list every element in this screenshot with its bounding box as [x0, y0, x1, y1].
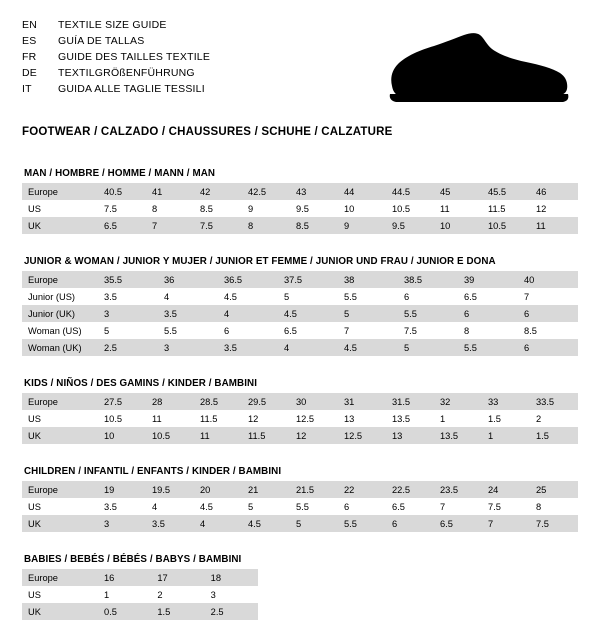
cell: 1.5 — [530, 427, 578, 444]
cell-empty — [525, 586, 578, 603]
cell: 5.5 — [398, 305, 458, 322]
cell: 45.5 — [482, 183, 530, 200]
cell: 7.5 — [98, 200, 146, 217]
cell-empty — [311, 569, 364, 586]
cell: 25 — [530, 481, 578, 498]
language-list — [22, 18, 210, 97]
cell: 42 — [194, 183, 242, 200]
cell: 11 — [434, 200, 482, 217]
cell: 4.5 — [194, 498, 242, 515]
table-row — [22, 271, 578, 288]
row-label: US — [22, 410, 98, 427]
cell: 6.5 — [278, 322, 338, 339]
row-label: Europe — [22, 183, 98, 200]
row-label: Junior (UK) — [22, 305, 98, 322]
cell: 27.5 — [98, 393, 146, 410]
group-junior-woman — [22, 256, 578, 356]
language-row — [22, 82, 210, 97]
cell-empty — [258, 603, 311, 620]
cell: 8 — [530, 498, 578, 515]
language-row — [22, 66, 210, 81]
cell: 6 — [338, 498, 386, 515]
cell: 1 — [482, 427, 530, 444]
cell-empty — [311, 603, 364, 620]
cell: 7.5 — [194, 217, 242, 234]
cell: 20 — [194, 481, 242, 498]
language-title: TEXTILE SIZE GUIDE — [58, 19, 167, 31]
row-label: UK — [22, 427, 98, 444]
cell: 28 — [146, 393, 194, 410]
page-header — [22, 18, 578, 108]
row-label: Europe — [22, 481, 98, 498]
cell-empty — [418, 603, 471, 620]
language-code: EN — [22, 19, 37, 31]
group-title: JUNIOR & WOMAN / JUNIOR Y MUJER / JUNIOR ET FEMME / JUNIOR UND FRAU / JUNIOR E DONA — [24, 256, 496, 267]
cell: 5 — [290, 515, 338, 532]
cell: 4 — [278, 339, 338, 356]
cell: 5.5 — [290, 498, 338, 515]
cell: 6 — [386, 515, 434, 532]
language-title: GUÍA DE TALLAS — [58, 35, 145, 47]
cell-empty — [311, 586, 364, 603]
row-label: US — [22, 200, 98, 217]
size-table-babies — [22, 569, 578, 620]
cell: 6 — [458, 305, 518, 322]
cell: 3 — [158, 339, 218, 356]
cell: 4.5 — [242, 515, 290, 532]
cell: 4 — [194, 515, 242, 532]
row-label: Woman (US) — [22, 322, 98, 339]
size-table-children — [22, 481, 578, 532]
cell: 22 — [338, 481, 386, 498]
cell: 44 — [338, 183, 386, 200]
cell: 2.5 — [205, 603, 258, 620]
cell: 33 — [482, 393, 530, 410]
table-row — [22, 393, 578, 410]
cell: 10.5 — [482, 217, 530, 234]
cell: 8 — [458, 322, 518, 339]
cell: 8.5 — [290, 217, 338, 234]
cell: 6 — [518, 305, 578, 322]
cell: 19.5 — [146, 481, 194, 498]
row-label: US — [22, 586, 98, 603]
group-title: BABIES / BEBÉS / BÉBÉS / BABYS / BAMBINI — [24, 554, 242, 565]
row-label: US — [22, 498, 98, 515]
cell: 38.5 — [398, 271, 458, 288]
cell-empty — [365, 603, 418, 620]
language-row — [22, 34, 210, 49]
cell-empty — [471, 586, 524, 603]
cell: 13.5 — [434, 427, 482, 444]
language-row — [22, 50, 210, 65]
cell: 29.5 — [242, 393, 290, 410]
cell: 3 — [98, 515, 146, 532]
cell: 5 — [278, 288, 338, 305]
cell: 2.5 — [98, 339, 158, 356]
cell: 5 — [242, 498, 290, 515]
cell: 5.5 — [458, 339, 518, 356]
cell: 43 — [290, 183, 338, 200]
row-label: Europe — [22, 569, 98, 586]
language-code: ES — [22, 35, 37, 47]
cell: 6.5 — [458, 288, 518, 305]
cell: 1 — [98, 586, 151, 603]
cell: 11 — [146, 410, 194, 427]
cell: 7 — [482, 515, 530, 532]
cell-empty — [471, 569, 524, 586]
table-row — [22, 339, 578, 356]
cell: 42.5 — [242, 183, 290, 200]
cell: 3.5 — [218, 339, 278, 356]
size-table-junior-woman — [22, 271, 578, 356]
row-label: Europe — [22, 393, 98, 410]
cell: 37.5 — [278, 271, 338, 288]
language-code: FR — [22, 51, 37, 63]
group-children — [22, 466, 578, 532]
cell: 10.5 — [98, 410, 146, 427]
cell: 4 — [218, 305, 278, 322]
cell: 23.5 — [434, 481, 482, 498]
table-row — [22, 603, 578, 620]
cell: 17 — [151, 569, 204, 586]
table-row — [22, 427, 578, 444]
cell: 10.5 — [146, 427, 194, 444]
cell: 9.5 — [290, 200, 338, 217]
cell: 1.5 — [482, 410, 530, 427]
cell: 1 — [434, 410, 482, 427]
cell: 9.5 — [386, 217, 434, 234]
cell: 6 — [398, 288, 458, 305]
cell-empty — [258, 586, 311, 603]
cell: 32 — [434, 393, 482, 410]
group-man — [22, 168, 578, 234]
cell: 5.5 — [338, 288, 398, 305]
cell: 5.5 — [338, 515, 386, 532]
cell: 45 — [434, 183, 482, 200]
cell: 8 — [146, 200, 194, 217]
row-label: Woman (UK) — [22, 339, 98, 356]
cell: 7 — [338, 322, 398, 339]
cell: 3 — [205, 586, 258, 603]
cell: 31.5 — [386, 393, 434, 410]
cell: 7 — [518, 288, 578, 305]
cell: 36.5 — [218, 271, 278, 288]
cell: 3.5 — [146, 515, 194, 532]
cell: 22.5 — [386, 481, 434, 498]
table-row — [22, 410, 578, 427]
cell: 6.5 — [386, 498, 434, 515]
table-row — [22, 481, 578, 498]
row-label: Europe — [22, 271, 98, 288]
language-title: TEXTILGRÖßENFÜHRUNG — [58, 67, 195, 79]
row-label: UK — [22, 515, 98, 532]
table-row — [22, 569, 578, 586]
group-babies — [22, 554, 578, 620]
cell-empty — [258, 569, 311, 586]
language-title: GUIDE DES TAILLES TEXTILE — [58, 51, 211, 63]
cell: 36 — [158, 271, 218, 288]
cell: 6 — [518, 339, 578, 356]
language-title: GUIDA ALLE TAGLIE TESSILI — [58, 83, 205, 95]
cell: 28.5 — [194, 393, 242, 410]
table-row — [22, 305, 578, 322]
cell: 12.5 — [290, 410, 338, 427]
language-row — [22, 18, 210, 33]
cell: 3.5 — [158, 305, 218, 322]
cell: 24 — [482, 481, 530, 498]
size-table-kids — [22, 393, 578, 444]
cell: 9 — [338, 217, 386, 234]
cell: 10 — [98, 427, 146, 444]
cell: 11.5 — [194, 410, 242, 427]
table-row — [22, 183, 578, 200]
cell: 38 — [338, 271, 398, 288]
cell: 12 — [290, 427, 338, 444]
table-row — [22, 200, 578, 217]
table-row — [22, 515, 578, 532]
cell: 16 — [98, 569, 151, 586]
cell: 10 — [338, 200, 386, 217]
cell: 40.5 — [98, 183, 146, 200]
cell-empty — [525, 603, 578, 620]
cell: 21.5 — [290, 481, 338, 498]
cell: 4 — [146, 498, 194, 515]
cell: 41 — [146, 183, 194, 200]
cell: 11.5 — [482, 200, 530, 217]
cell: 0.5 — [98, 603, 151, 620]
cell: 1.5 — [151, 603, 204, 620]
cell: 40 — [518, 271, 578, 288]
cell: 11 — [194, 427, 242, 444]
cell: 8 — [242, 217, 290, 234]
cell: 39 — [458, 271, 518, 288]
cell: 18 — [205, 569, 258, 586]
cell: 31 — [338, 393, 386, 410]
table-row — [22, 217, 578, 234]
cell: 3.5 — [98, 288, 158, 305]
cell: 3.5 — [98, 498, 146, 515]
table-row — [22, 322, 578, 339]
cell: 6.5 — [434, 515, 482, 532]
cell: 13 — [338, 410, 386, 427]
page-title: FOOTWEAR / CALZADO / CHAUSSURES / SCHUHE / CALZATURE — [22, 126, 393, 138]
cell: 35.5 — [98, 271, 158, 288]
cell: 7.5 — [398, 322, 458, 339]
cell: 7 — [434, 498, 482, 515]
cell: 2 — [530, 410, 578, 427]
cell: 7.5 — [482, 498, 530, 515]
cell: 6 — [218, 322, 278, 339]
size-table-man — [22, 183, 578, 234]
cell: 2 — [151, 586, 204, 603]
cell: 13 — [386, 427, 434, 444]
cell: 12 — [242, 410, 290, 427]
cell: 12.5 — [338, 427, 386, 444]
cell-empty — [365, 569, 418, 586]
cell-empty — [418, 569, 471, 586]
cell: 30 — [290, 393, 338, 410]
group-kids — [22, 378, 578, 444]
group-title: CHILDREN / INFANTIL / ENFANTS / KINDER / BAMBINI — [24, 466, 282, 477]
group-title: KIDS / NIÑOS / DES GAMINS / KINDER / BAMBINI — [24, 378, 258, 389]
cell: 7 — [146, 217, 194, 234]
cell-empty — [471, 603, 524, 620]
cell: 11.5 — [242, 427, 290, 444]
cell: 21 — [242, 481, 290, 498]
table-row — [22, 498, 578, 515]
language-code: IT — [22, 83, 32, 95]
table-row — [22, 586, 578, 603]
cell-empty — [525, 569, 578, 586]
row-label: UK — [22, 603, 98, 620]
cell: 7.5 — [530, 515, 578, 532]
cell: 46 — [530, 183, 578, 200]
cell: 8.5 — [194, 200, 242, 217]
cell: 5 — [338, 305, 398, 322]
cell-empty — [418, 586, 471, 603]
dress-shoe-icon — [380, 30, 570, 108]
cell: 8.5 — [518, 322, 578, 339]
table-row — [22, 288, 578, 305]
cell: 11 — [530, 217, 578, 234]
cell: 44.5 — [386, 183, 434, 200]
language-code: DE — [22, 67, 37, 79]
cell: 4.5 — [338, 339, 398, 356]
cell: 12 — [530, 200, 578, 217]
cell: 10.5 — [386, 200, 434, 217]
cell: 10 — [434, 217, 482, 234]
row-label: UK — [22, 217, 98, 234]
cell: 19 — [98, 481, 146, 498]
cell: 13.5 — [386, 410, 434, 427]
cell-empty — [365, 586, 418, 603]
cell: 3 — [98, 305, 158, 322]
cell: 4.5 — [278, 305, 338, 322]
cell: 9 — [242, 200, 290, 217]
cell: 5.5 — [158, 322, 218, 339]
cell: 5 — [98, 322, 158, 339]
row-label: Junior (US) — [22, 288, 98, 305]
cell: 5 — [398, 339, 458, 356]
cell: 4 — [158, 288, 218, 305]
cell: 33.5 — [530, 393, 578, 410]
cell: 6.5 — [98, 217, 146, 234]
group-title: MAN / HOMBRE / HOMME / MANN / MAN — [24, 168, 216, 179]
cell: 4.5 — [218, 288, 278, 305]
